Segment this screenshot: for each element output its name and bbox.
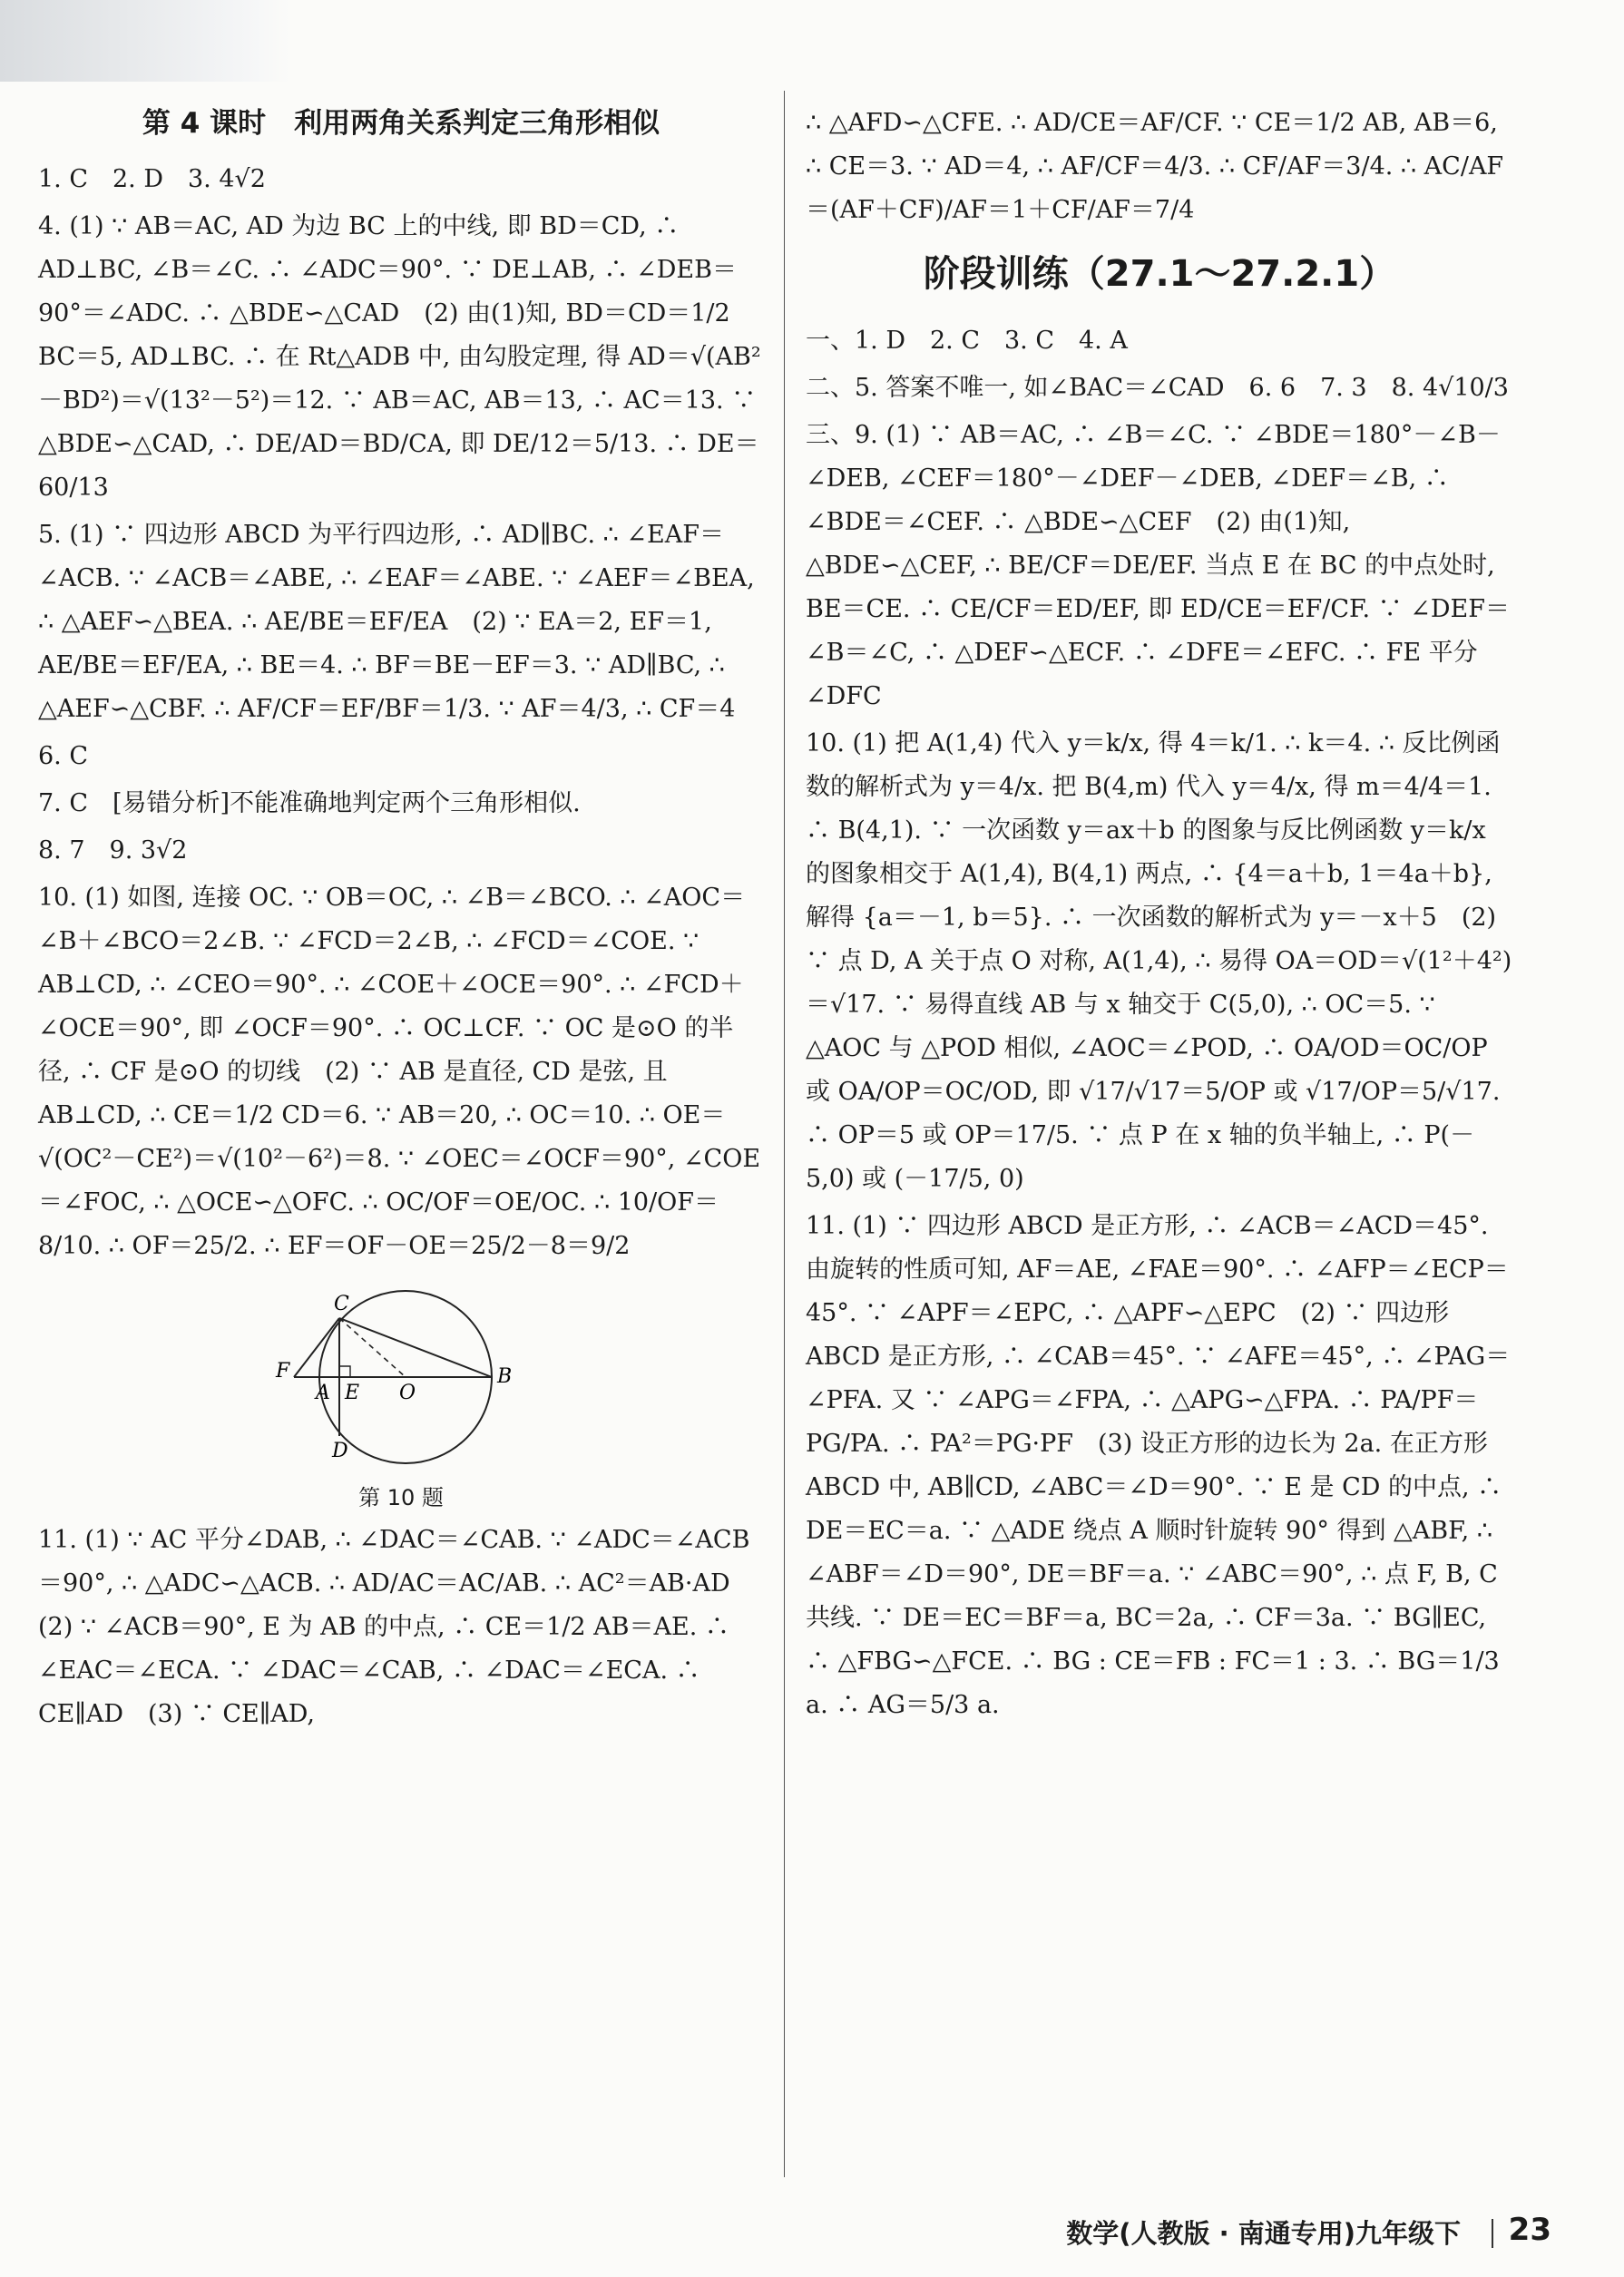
segment-co xyxy=(339,1318,406,1377)
label-c: C xyxy=(334,1293,349,1315)
segment-cb xyxy=(339,1318,492,1377)
answer-6: 6. C xyxy=(38,742,89,770)
answer-11: 11. (1) ∵ AC 平分∠DAB, ∴ ∠DAC＝∠CAB. ∵ ∠ADC＝∠ACB＝90°, ∴ △ADC∽△ACB. ∴ AD/AC＝AC/AB. ∴ AC²＝AB·AD (2) ∵ ∠ACB＝90°, E 为 AB 的中点, ∴ CE＝1/2 AB＝AE. ∴ ∠EAC＝∠ECA. ∵ ∠DAC＝∠CAB, ∴ ∠DAC＝∠ECA. ∴ CE∥AD (3) ∵ CE∥AD, xyxy=(38,1526,755,1728)
page-footer xyxy=(989,2213,1588,2253)
answer-11-stage: 11. (1) ∵ 四边形 ABCD 是正方形, ∴ ∠ACB＝∠ACD＝45°. 由旋转的性质可知, AF＝AE, ∠FAE＝90°. ∴ ∠AFP＝∠ECP＝45°. ∵ ∠APF＝∠EPC, ∴ △APF∽△EPC (2) ∵ 四边形 ABCD 是正方形, ∴ ∠CAB＝45°. ∵ ∠AFE＝45°, ∴ ∠PAG＝∠PFA. 又 ∵ ∠APG＝∠FPA, ∴ △APG∽△FPA. ∴ PA/PF＝PG/PA. ∴ PA²＝PG·PF (3) 设正方形的边长为 2a. 在正方形 ABCD 中, AB∥CD, ∠ABC＝∠D＝90°. ∵ E 是 CD 的中点, ∴ DE＝EC＝a. ∵ △ADE 绕点 A 顺时针旋转 90° 得到 △ABF, ∴ ∠ABF＝∠D＝90°, DE＝BF＝a. ∵ ∠ABC＝90°, ∴ 点 F, B, C 共线. ∵ DE＝EC＝BF＝a, BC＝2a, ∴ CF＝3a. ∵ BG∥EC, ∴ △FBG∽△FCE. ∴ BG : CE＝FB : FC＝1 : 3. ∴ BG＝1/3 a. ∴ AG＝5/3 a. xyxy=(806,1212,1511,1719)
section-title: 阶段训练（27.1～27.2.1） xyxy=(923,253,1396,295)
label-o: O xyxy=(399,1382,416,1404)
top-scan-band xyxy=(0,0,290,82)
part-three-9: 三、9. (1) ∵ AB＝AC, ∴ ∠B＝∠C. ∵ ∠BDE＝180°－∠B－∠DEB, ∠CEF＝180°－∠DEF－∠DEB, ∠DEF＝∠B, ∴ ∠BDE＝∠CEF. ∴ △BDE∽△CEF (2) 由(1)知, △BDE∽△CEF, ∴ BE/CF＝DE/EF. 当点 E 在 BC 的中点处时, BE＝CE. ∴ CE/CF＝ED/EF, 即 ED/CE＝EF/CF. ∵ ∠DEF＝∠B＝∠C, ∴ △DEF∽△ECF. ∴ ∠DFE＝∠EFC. ∴ FE 平分∠DFC xyxy=(806,421,1510,710)
label-f: F xyxy=(276,1360,290,1383)
continued-answer: ∴ △AFD∽△CFE. ∴ AD/CE＝AF/CF. ∵ CE＝1/2 AB, AB＝6, ∴ CE＝3. ∵ AD＝4, ∴ AF/CF＝4/3. ∴ CF/AF＝3/4. ∴ AC/AF＝(AF＋CF)/AF＝1＋CF/AF＝7/4 xyxy=(806,109,1504,224)
page-number: 23 xyxy=(1508,2212,1551,2248)
tangent-cf xyxy=(294,1318,339,1377)
answer-8-9: 8. 7 9. 3√2 xyxy=(38,836,188,865)
answer-4: 4. (1) ∵ AB＝AC, AD 为边 BC 上的中线, 即 BD＝CD, ∴ AD⊥BC, ∠B＝∠C. ∴ ∠ADC＝90°. ∵ DE⊥AB, ∴ ∠DEB＝90°＝∠ADC. ∴ △BDE∽△CAD (2) 由(1)知, BD＝CD＝1/2 BC＝5, AD⊥BC. ∴ 在 Rt△ADB 中, 由勾股定理, 得 AD＝√(AB²－BD²)＝√(13²－5²)＝12. ∵ AB＝AC, AB＝13, ∴ AC＝13. ∵ △BDE∽△CAD, ∴ DE/AD＝BD/CA, 即 DE/12＝5/13. ∴ DE＝60/13 xyxy=(38,212,761,502)
answer-7: 7. C [易错分析]不能准确地判定两个三角形相似. xyxy=(38,789,581,817)
label-b: B xyxy=(497,1365,513,1388)
circle-diagram xyxy=(265,1275,537,1484)
answer-10: 10. (1) 如图, 连接 OC. ∵ OB＝OC, ∴ ∠B＝∠BCO. ∴ ∠AOC＝∠B＋∠BCO＝2∠B. ∵ ∠FCD＝2∠B, ∴ ∠FCD＝∠COE. ∵ AB⊥CD, ∴ ∠CEO＝90°. ∴ ∠COE＋∠OCE＝90°. ∴ ∠FCD＋∠OCE＝90°, 即 ∠OCF＝90°. ∴ OC⊥CF. ∵ OC 是⊙O 的半径, ∴ CF 是⊙O 的切线 (2) ∵ AB 是直径, CD 是弦, 且 AB⊥CD, ∴ CE＝1/2 CD＝6. ∵ AB＝20, ∴ OC＝10. ∴ OE＝√(OC²－CE²)＝√(10²－6²)＝8. ∵ ∠OEC＝∠OCF＝90°, ∠COE＝∠FOC, ∴ △OCE∽△OFC. ∴ OC/OF＝OE/OC. ∴ 10/OF＝8/10. ∴ OF＝25/2. ∴ EF＝OF－OE＝25/2－8＝9/2 xyxy=(38,884,761,1260)
right-angle-mark xyxy=(339,1366,350,1377)
answer-line: 1. C 2. D 3. 4√2 xyxy=(38,165,266,193)
right-column xyxy=(806,102,1513,1727)
part-one: 一、1. D 2. C 3. C 4. A xyxy=(806,327,1128,355)
lesson-title: 第 4 课时 利用两角关系判定三角形相似 xyxy=(142,107,660,140)
answer-10-stage: 10. (1) 把 A(1,4) 代入 y＝k/x, 得 4＝k/1. ∴ k＝4. ∴ 反比例函数的解析式为 y＝4/x. 把 B(4,m) 代入 y＝4/x, 得 m＝4/4＝1. ∴ B(4,1). ∵ 一次函数 y＝ax＋b 的图象与反比例函数 y＝k/x 的图象相交于 A(1,4), B(4,1) 两点, ∴ {4＝a＋b, 1＝4a＋b}, 解得 {a＝－1, b＝5}. ∴ 一次函数的解析式为 y＝－x＋5 (2) ∵ 点 D, A 关于点 O 对称, A(1,4), ∴ 易得 OA＝OD＝√(1²＋4²)＝√17. ∵ 易得直线 AB 与 x 轴交于 C(5,0), ∴ OC＝5. ∵ △AOC 与 △POD 相似, ∠AOC＝∠POD, ∴ OA/OD＝OC/OP 或 OA/OP＝OC/OD, 即 √17/√17＝5/OP 或 √17/OP＝5/√17. ∴ OP＝5 或 OP＝17/5. ∵ 点 P 在 x 轴的负半轴上, ∴ P(－5,0) 或 (－17/5, 0) xyxy=(806,729,1512,1193)
part-two: 二、5. 答案不唯一, 如∠BAC＝∠CAD 6. 6 7. 3 8. 4√10/3 xyxy=(806,374,1509,402)
answer-5: 5. (1) ∵ 四边形 ABCD 为平行四边形, ∴ AD∥BC. ∴ ∠EAF＝∠ACB. ∵ ∠ACB＝∠ABE, ∴ ∠EAF＝∠ABE. ∵ ∠AEF＝∠BEA, ∴ △AEF∽△BEA. ∴ AE/BE＝EF/EA (2) ∵ EA＝2, EF＝1, AE/BE＝EF/EA, ∴ BE＝4. ∴ BF＝BE－EF＝3. ∵ AD∥BC, ∴ △AEF∽△CBF. ∴ AF/CF＝EF/BF＝1/3. ∵ AF＝4/3, ∴ CF＝4 xyxy=(38,521,755,723)
figure-caption: 第 10 题 xyxy=(358,1485,444,1510)
footer-book-title: 数学(人教版 · 南通专用)九年级下 xyxy=(1066,2218,1461,2249)
label-a: A xyxy=(316,1382,330,1404)
column-divider xyxy=(784,91,785,2177)
label-d: D xyxy=(332,1440,348,1462)
figure-10 xyxy=(265,1275,537,1511)
footer-divider xyxy=(1492,2219,1493,2248)
label-e: E xyxy=(345,1382,360,1404)
left-column xyxy=(38,102,764,1736)
